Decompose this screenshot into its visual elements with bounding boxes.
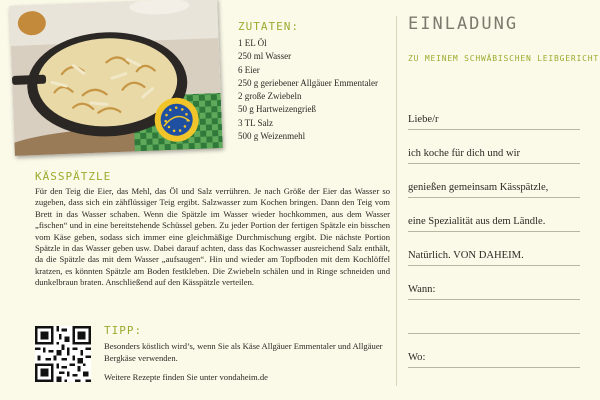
invitation-line-text: genießen gemeinsam Kässpätzle, bbox=[408, 182, 549, 193]
invitation-line-text: eine Spezialität aus dem Ländle. bbox=[408, 216, 546, 227]
invitation-line-text: Natürlich. VON DAHEIM. bbox=[408, 250, 524, 261]
ingredients-section bbox=[238, 20, 388, 143]
ingredients-list bbox=[238, 37, 388, 143]
invitation-line bbox=[408, 130, 580, 164]
invitation-subtitle: ZU MEINEM SCHWÄBISCHEN LEIBGERICHT bbox=[408, 54, 599, 63]
ingredient-item: 250 g geriebener Allgäuer Emmentaler bbox=[238, 77, 378, 88]
dish-photo bbox=[9, 0, 223, 156]
recipe-instructions: Für den Teig die Eier, das Mehl, das Öl und Salz verrühren. Je nach Größe der Eier das Wasser so zugeben, dass sich ein zähflüssiger Teig ergibt. Salzwasser zum Kochen bringen. Dann den Teig vom Brett in das Wasser schaben. Wenn die Spätzle im Wasser wieder hochkommen, aus dem Wasser „fischen“ und in eine bereitstehende Schüssel geben. Zu jeder Portion der fertigen Spätzle ein bisschen vom Käse geben, sodass sich immer eine gleichmäßige Durchmischung ergibt. Die nächste Portion Spätzle in das Wasser geben usw. Dabei darauf achten, dass das Kochwasser ausreichend Salz enthält, da die Spätzle das mit dem Wasser „aufsaugen“. Hin und wieder am Topfboden mit dem Kochlöffel kratzen, es könnten Spätzle am Boden festkleben. Die Zwiebeln schälen und in Ringe schneiden und dunkelbraun braten. Anschließend auf den Kässpätzle verteilen. bbox=[35, 186, 390, 288]
tip-text: Besonders köstlich wird’s, wenn Sie als Käse Allgäuer Emmentaler und Allgäuer Bergkäse verwenden. bbox=[104, 341, 383, 364]
invitation-line bbox=[408, 198, 580, 232]
recipe-section bbox=[35, 170, 390, 289]
recipe-heading: KÄSSPÄTZLE bbox=[35, 170, 112, 183]
invitation-line bbox=[408, 232, 580, 266]
tip-heading: TIPP: bbox=[104, 324, 143, 337]
when-label: Wann: bbox=[408, 284, 436, 295]
ingredient-item: 2 große Zwiebeln bbox=[238, 91, 302, 102]
invitation-line-text: Liebe/r bbox=[408, 114, 439, 125]
invitation-title-text: EINLADUNG bbox=[408, 14, 519, 34]
qr-code-icon[interactable] bbox=[35, 326, 91, 382]
column-divider bbox=[396, 16, 397, 386]
tip-section bbox=[104, 324, 394, 382]
ingredient-item: 250 ml Wasser bbox=[238, 51, 292, 62]
invitation-line-where bbox=[408, 334, 580, 368]
where-label: Wo: bbox=[408, 352, 426, 363]
ingredient-item: 1 EL Öl bbox=[238, 38, 267, 48]
ingredient-item: 50 g Hartweizengrieß bbox=[238, 104, 316, 115]
invitation-line-blank bbox=[408, 300, 580, 334]
ingredient-item: 3 TL Salz bbox=[238, 117, 273, 128]
invitation-line-blank bbox=[408, 368, 580, 400]
invitation-line-when bbox=[408, 266, 580, 300]
more-recipes-link[interactable]: Weitere Rezepte finden Sie unter vondaheim.de bbox=[104, 372, 268, 383]
ingredients-heading: ZUTATEN: bbox=[238, 20, 299, 33]
ingredient-item: 6 Eier bbox=[238, 64, 260, 75]
invitation-line bbox=[408, 164, 580, 198]
invitation-lines bbox=[408, 96, 580, 400]
invitation-line-text: ich koche für dich und wir bbox=[408, 148, 521, 159]
ingredient-item: 500 g Weizenmehl bbox=[238, 131, 306, 142]
invitation-line bbox=[408, 96, 580, 130]
invitation-title bbox=[408, 14, 518, 34]
